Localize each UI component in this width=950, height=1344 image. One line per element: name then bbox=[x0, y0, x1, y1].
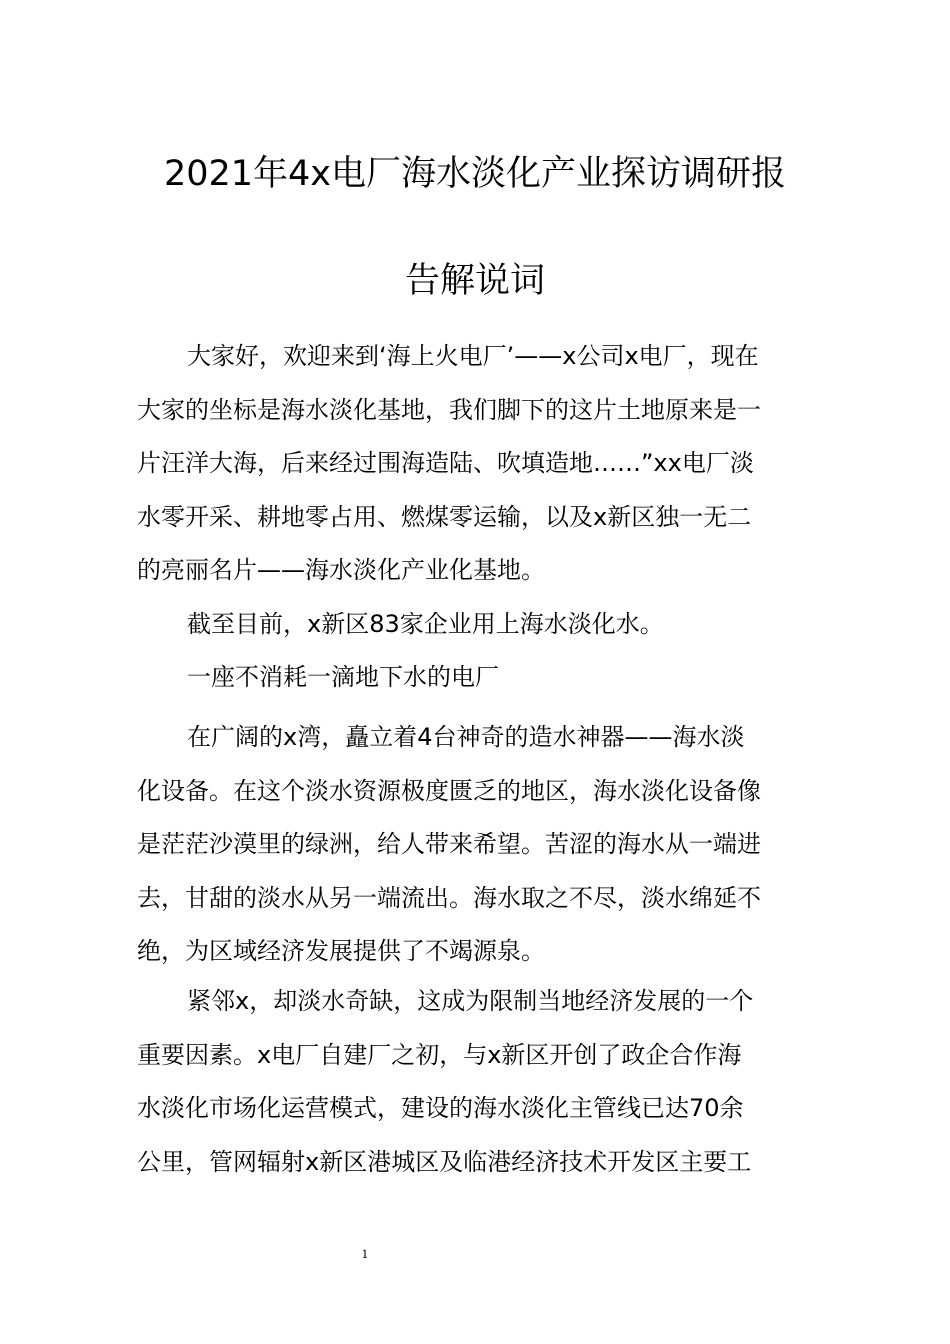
paragraph-line: 是茫茫沙漠里的绿洲，给人带来希望。苦涩的海水从一端进 bbox=[137, 830, 761, 858]
paragraph-intro bbox=[137, 330, 815, 705]
paragraph-line: 紧邻x，却淡水奇缺，这成为限制当地经济发展的一个 bbox=[187, 987, 754, 1015]
section-heading: 一座不消耗一滴地下水的电厂 bbox=[187, 663, 499, 691]
paragraph-line: 公里，管网辐射x新区港城区及临港经济技术开发区主要工 bbox=[137, 1147, 752, 1176]
paragraph-line: 水零开采、耕地零占用、燃煤零运输，以及x新区独一无二 bbox=[137, 502, 752, 531]
paragraph-line: 在广阔的x湾，矗立着4台神奇的造水神器——海水淡 bbox=[187, 723, 745, 751]
paragraph-line: 大家好，欢迎来到‘海上火电厂’——x公司x电厂，现在 bbox=[187, 342, 759, 370]
paragraph-line: 重要因素。x电厂自建厂之初，与x新区开创了政企合作海 bbox=[137, 1040, 742, 1069]
paragraph-water-shortage bbox=[137, 975, 815, 1189]
paragraph-desalination-equipment bbox=[137, 711, 815, 979]
paragraph-statistic: 截至目前，x新区83家企业用上海水淡化水。 bbox=[187, 609, 664, 638]
document-title-line-2: 告解说词 bbox=[404, 261, 545, 301]
paragraph-line: 大家的坐标是海水淡化基地，我们脚下的这片土地原来是一 bbox=[137, 395, 761, 424]
page-number: 1 bbox=[361, 1248, 369, 1261]
paragraph-line: 片汪洋大海，后来经过围海造陆、吹填造地……”xx电厂淡 bbox=[137, 449, 754, 477]
paragraph-line: 去，甘甜的淡水从另一端流出。海水取之不尽，淡水绵延不 bbox=[137, 883, 761, 912]
paragraph-line: 化设备。在这个淡水资源极度匮乏的地区，海水淡化设备像 bbox=[137, 776, 761, 805]
paragraph-line: 水淡化市场化运营模式，建设的海水淡化主管线已达70余 bbox=[137, 1094, 744, 1122]
document-title-line-1: 2021年4x电厂海水淡化产业探访调研报 bbox=[163, 154, 787, 194]
paragraph-line: 的亮丽名片——海水淡化产业化基地。 bbox=[137, 556, 545, 584]
paragraph-line: 绝，为区域经济发展提供了不竭源泉。 bbox=[137, 937, 545, 965]
